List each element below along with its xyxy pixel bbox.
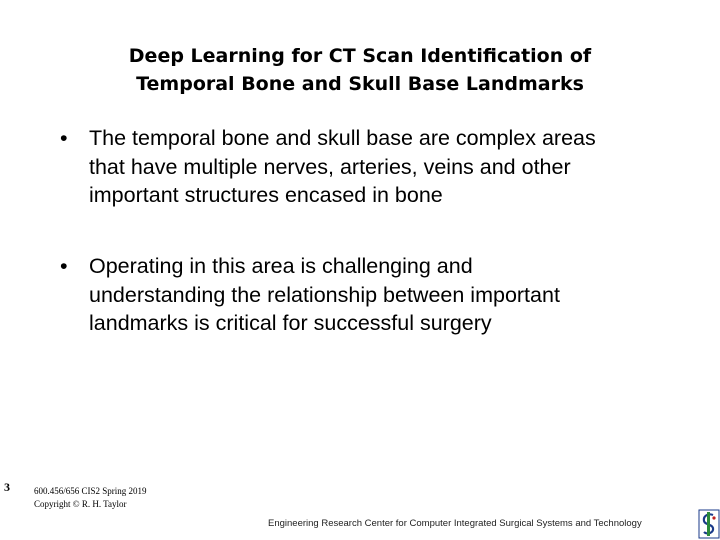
copyright-line: Copyright © R. H. Taylor bbox=[34, 499, 127, 509]
cisst-logo-icon bbox=[698, 508, 720, 540]
slide-number: 3 bbox=[4, 480, 10, 494]
bullet-marker: • bbox=[60, 126, 68, 150]
footer-course-info bbox=[34, 485, 147, 511]
bullet-item bbox=[60, 252, 660, 342]
bullet-text: The temporal bone and skull base are complex areas that have multiple nerves, arteries, veins and other important structures encased in bone bbox=[89, 126, 596, 207]
bullet-marker: • bbox=[60, 254, 68, 278]
bullet-text: Operating in this area is challenging and understanding the relationship between important landmarks is critical for successful surgery bbox=[89, 254, 560, 335]
title-line-1: Deep Learning for CT Scan Identification of bbox=[128, 45, 592, 67]
bullet-item bbox=[60, 124, 660, 214]
footer-center-name: Engineering Research Center for Computer Integrated Surgical Systems and Technology bbox=[268, 518, 642, 529]
slide-title bbox=[40, 42, 680, 98]
title-line-2: Temporal Bone and Skull Base Landmarks bbox=[136, 73, 584, 95]
course-line: 600.456/656 CIS2 Spring 2019 bbox=[34, 486, 147, 496]
